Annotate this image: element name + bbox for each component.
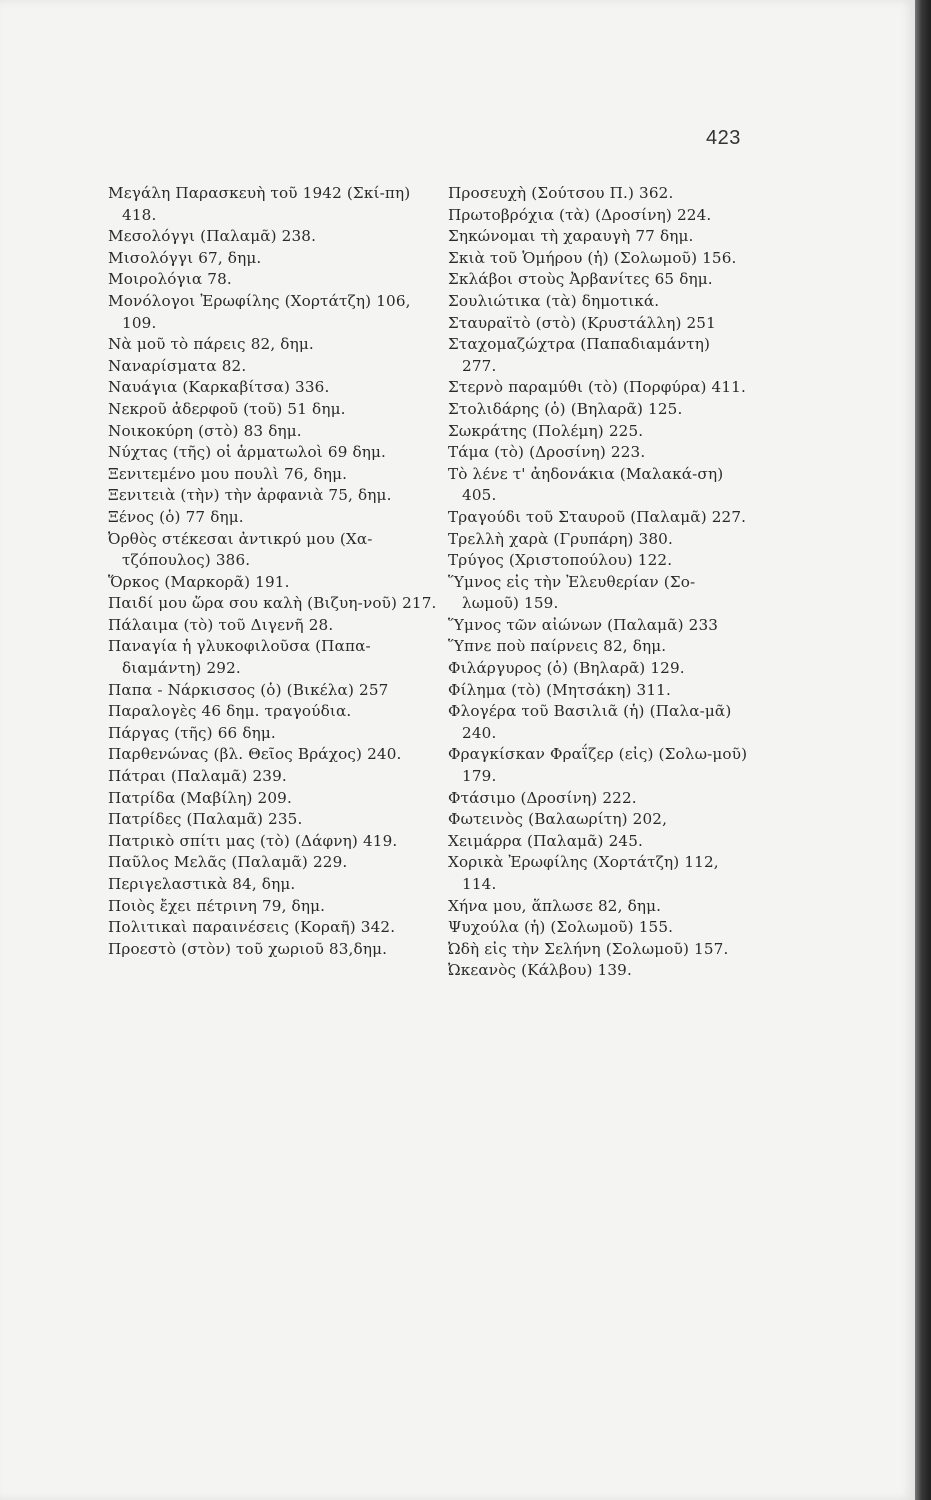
index-entry: Πάτραι (Παλαμᾶ) 239.: [108, 767, 287, 786]
index-column-right: [448, 183, 748, 982]
index-entry: Ξενιτεμένο μου πουλὶ 76, δημ.: [108, 464, 348, 483]
book-edge: [915, 0, 931, 1500]
index-entry: Παναγία ἡ γλυκοφιλοῦσα (Παπα-διαμάντη) 292.: [108, 637, 371, 678]
index-entry: Φραγκίσκαν Φραΐζερ (εἰς) (Σολω-μοῦ) 179.: [448, 745, 748, 786]
index-entry: Παραλογὲς 46 δημ. τραγούδια.: [108, 702, 352, 721]
index-entry: Νὰ μοῦ τὸ πάρεις 82, δημ.: [108, 335, 314, 354]
index-entry: Ξένος (ὁ) 77 δημ.: [108, 507, 244, 526]
index-entry: Ὕπνε ποὺ παίρνεις 82, δημ.: [448, 637, 667, 656]
index-entry: Τρελλὴ χαρὰ (Γρυπάρη) 380.: [448, 529, 673, 548]
index-entry: Χήνα μου, ἅπλωσε 82, δημ.: [448, 896, 662, 915]
index-entry: Μισολόγγι 67, δημ.: [108, 248, 262, 267]
index-entry: Χειμάρρα (Παλαμᾶ) 245.: [448, 831, 644, 850]
index-entry: Σωκράτης (Πολέμη) 225.: [448, 421, 644, 440]
index-entry: Πάλαιμα (τὸ) τοῦ Διγενῆ 28.: [108, 615, 334, 634]
index-entry: Μεσολόγγι (Παλαμᾶ) 238.: [108, 227, 317, 246]
index-entry: Ὕμνος τῶν αἰώνων (Παλαμᾶ) 233: [448, 615, 719, 634]
index-entry: Μοιρολόγια 78.: [108, 270, 232, 289]
index-entry: Στερνὸ παραμύθι (τὸ) (Πορφύρα) 411.: [448, 378, 746, 397]
index-entry: Ψυχούλα (ἡ) (Σολωμοῦ) 155.: [448, 918, 674, 937]
index-entry: Ὠκεανὸς (Κάλβου) 139.: [448, 961, 632, 980]
index-entry: Πατρικὸ σπίτι μας (τὸ) (Δάφνη) 419.: [108, 831, 398, 850]
index-entry: Ναναρίσματα 82.: [108, 356, 247, 375]
index-entry: Πατρίδα (Μαβίλη) 209.: [108, 788, 292, 807]
index-entry: Παιδί μου ὥρα σου καλὴ (Βιζυη-νοῦ) 217.: [108, 594, 437, 613]
index-entry: Φτάσιμο (Δροσίνη) 222.: [448, 788, 637, 807]
index-entry: Σουλιώτικα (τὰ) δημοτικά.: [448, 291, 660, 310]
index-entry: Ὅρκος (Μαρκορᾶ) 191.: [108, 572, 290, 591]
index-entry: Ναυάγια (Καρκαβίτσα) 336.: [108, 378, 330, 397]
index-entry: Παῦλος Μελᾶς (Παλαμᾶ) 229.: [108, 853, 348, 872]
index-entry: Ξενιτειὰ (τὴν) τὴν ἀρφανιὰ 75, δημ.: [108, 486, 392, 505]
index-entry: Προσευχὴ (Σούτσου Π.) 362.: [448, 184, 674, 202]
index-entry: Σκλάβοι στοὺς Ἀρβανίτες 65 δημ.: [448, 270, 713, 289]
index-entry: Νεκροῦ ἀδερφοῦ (τοῦ) 51 δημ.: [108, 399, 346, 418]
index-entry: Πρωτοβρόχια (τὰ) (Δροσίνη) 224.: [448, 205, 712, 224]
index-entry: Χορικὰ Ἐρωφίλης (Χορτάτζη) 112, 114.: [448, 853, 719, 893]
index-entry: Νοικοκύρη (στὸ) 83 δημ.: [108, 421, 302, 440]
index-entry: Σηκώνομαι τὴ χαραυγὴ 77 δημ.: [448, 227, 694, 246]
index-entry: Τραγούδι τοῦ Σταυροῦ (Παλαμᾶ) 227.: [448, 507, 747, 526]
index-entry: Παρθενώνας (βλ. Θεῖος Βράχος) 240.: [108, 745, 402, 764]
index-entry: Φιλάργυρος (ὁ) (Βηλαρᾶ) 129.: [448, 659, 685, 678]
index-entry: Σκιὰ τοῦ Ὁμήρου (ἡ) (Σολωμοῦ) 156.: [448, 248, 737, 267]
index-entry: Πολιτικαὶ παραινέσεις (Κοραῆ) 342.: [108, 918, 396, 937]
index-entry: Μονόλογοι Ἐρωφίλης (Χορτάτζη) 106, 109.: [108, 291, 411, 332]
index-entry: Στολιδάρης (ὁ) (Βηλαρᾶ) 125.: [448, 399, 683, 418]
page-number: 423: [706, 127, 741, 149]
index-entry: Ὀρθὸς στέκεσαι ἀντικρύ μου (Χα-τζόπουλος) 386.: [108, 529, 373, 570]
index-entry: Παπα - Νάρκισσος (ὁ) (Βικέλα) 257: [108, 680, 389, 699]
index-column-left: [108, 183, 443, 960]
index-entry: Ποιὸς ἔχει πέτρινη 79, δημ.: [108, 896, 326, 915]
index-entry: Σταυραϊτὸ (στὸ) (Κρυστάλλη) 251: [448, 313, 716, 332]
index-entry: Φωτεινὸς (Βαλαωρίτη) 202,: [448, 810, 668, 829]
index-entry: Περιγελαστικὰ 84, δημ.: [108, 875, 296, 893]
index-entry: Μεγάλη Παρασκευὴ τοῦ 1942 (Σκί-πη) 418.: [108, 184, 411, 224]
index-entry: Τὸ λένε τ' ἀηδονάκια (Μαλακά-ση) 405.: [448, 464, 724, 505]
index-entry: Νύχτας (τῆς) οἱ ἁρματωλοὶ 69 δημ.: [108, 443, 387, 462]
index-entry: Σταχομαζώχτρα (Παπαδιαμάντη) 277.: [448, 335, 711, 375]
index-entry: Φίλημα (τὸ) (Μητσάκη) 311.: [448, 680, 671, 699]
index-entry: Πάργας (τῆς) 66 δημ.: [108, 723, 276, 742]
index-entry: Ὕμνος εἰς τὴν Ἐλευθερίαν (Σο-λωμοῦ) 159.: [448, 572, 696, 613]
index-entry: Τάμα (τὸ) (Δροσίνη) 223.: [448, 443, 646, 462]
index-entry: Φλογέρα τοῦ Βασιλιᾶ (ἡ) (Παλα-μᾶ) 240.: [448, 702, 732, 742]
index-entry: Προεστὸ (στὸν) τοῦ χωριοῦ 83,δημ.: [108, 939, 388, 958]
index-entry: Τρύγος (Χριστοπούλου) 122.: [448, 551, 673, 570]
index-entry: Πατρίδες (Παλαμᾶ) 235.: [108, 810, 303, 829]
index-entry: Ὠδὴ εἰς τὴν Σελήνη (Σολωμοῦ) 157.: [448, 939, 729, 958]
